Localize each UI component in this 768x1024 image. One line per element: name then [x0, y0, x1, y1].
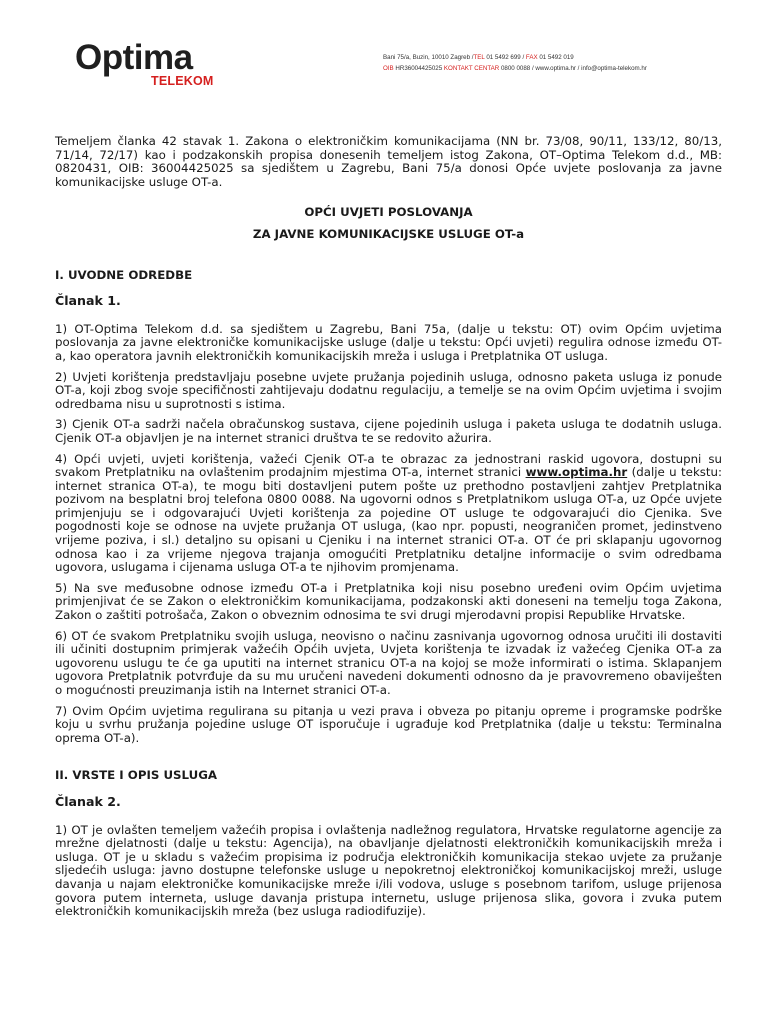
article-heading-2: Članak 2. [55, 793, 121, 809]
article2-paragraph-1: 1) OT je ovlašten temeljem važećih propisa i ovlaštenja nadležnog regulatora, Hrvatske regulatorne agencije za mrežne djelatnosti (dalje u tekstu: Agencija), na obavljanje djelatnosti elektroničkih komunikacijskih mreža i usluga. OT je u skladu s važećim propisima iz područja elektroničkih komunikacija stekao uvjete za pružanje sljedećih usluga: javno dostupne telefonske usluge u nepokretnoj elektroničkoj komunikacijskoj mreži, usluge davanja u najam elektroničke komunikacijske mreže i/ili vodova, usluge s posebnom tarifom, usluge prijenosa govora putem interneta, usluge davanja pristupa internetu, usluge prijenosa slika, govora i zvuka putem elektroničkih komunikacijskih mreža (bez usluga radiodifuzije). [55, 822, 722, 919]
logo-subtitle: TELEKOM [151, 74, 214, 88]
fax-label: FAX [525, 54, 538, 61]
contact-center-details: 0800 0088 / www.optima.hr / info@optima-telekom.hr [499, 64, 647, 72]
article1-paragraph-3: 3) Cjenik OT-a sadrži načela obračunskog sustava, cijene pojedinih usluga i paketa usluga te dodatnih usluga. Cjenik OT-a objavljen je na internet stranici društva te se redovito ažurira. [55, 417, 722, 445]
contact-center-label: KONTAKT CENTAR [443, 64, 500, 72]
contact-line-1 [383, 53, 647, 64]
section-heading-1: I. UVODNE ODREDBE [55, 267, 193, 282]
article1-paragraph-4 [55, 453, 722, 575]
article1-paragraph-5: 5) Na sve međusobne odnose između OT-a i Pretplatnika koji nisu posebno uređeni ovim Općim uvjetima primjenjivat će se Zakon o elektroničkim komunikacijama, podzakonski akti doneseni na temelju toga Zakona, Zakon o zaštiti potrošača, Zakon o obveznim odnosima te svi drugi mjerodavni propisi Republike Hrvatske. [55, 580, 722, 623]
article1-paragraph-2: 2) Uvjeti korištenja predstavljaju posebne uvjete pružanja pojedinih usluga, odnosno paketa usluga iz ponude OT-a, koji zbog svoje specifičnosti zahtijevaju dodatnu regulaciju, a temelje se na ovim Općim uvjetima i svojim odredbama nisu u suprotnosti s istima. [55, 369, 722, 411]
article1-paragraph-4-text-b: (dalje u tekstu: internet stranica OT-a), te mogu biti dostavljeni putem pošte uz prethodno postavljeni zahtjev Pretplatnika pozivom na besplatni broj telefona 0800 0088. Na ugovorni odnos s Pretplatnikom usluga OT-a, uz Opće uvjete primjenjuju se i odgovarajući Uvjeti korištenja za pojedine OT usluge te odgovarajući dio Cjenika. Sve pogodnosti koje se odnose na uvjete pružanja OT usluga, (kao npr. popusti, neograničen promet, jedinstveno vrijeme poziva, i sl.) detaljno su opisani u Cjeniku i na internet stranici OT-a. OT će pri sklapanju ugovornog odnosa kao i za vrijeme njegova trajanja omogućiti Pretplatniku detaljne informacije o svim odredbama ugovora, uslugama i cijenama usluga OT-a te njihovim promjenama. [55, 465, 722, 575]
tel-number: 01 5492 699 / [484, 54, 525, 61]
website-link[interactable]: www.optima.hr [525, 465, 628, 480]
address-text: Bani 75/a, Buzin, 10010 Zagreb / [383, 54, 474, 61]
oib-number: HR36004425025 [393, 64, 444, 72]
article1-paragraph-7: 7) Ovim Općim uvjetima regulirana su pitanja u vezi prava i obveza po pitanju opreme i programske podrške koju u svrhu pružanja pojedine usluge OT isporučuje i ugrađuje kod Pretplatnika (dalje u tekstu: Terminalna oprema OT-a). [55, 703, 722, 745]
contact-info [383, 53, 647, 74]
document-subtitle: ZA JAVNE KOMUNIKACIJSKE USLUGE OT-a [252, 226, 525, 241]
oib-label: OIB [383, 64, 394, 72]
intro-paragraph: Temeljem članka 42 stavak 1. Zakona o elektroničkim komunikacijama (NN br. 73/08, 90/11, 133/12, 80/13, 71/14, 72/17) kao i podzakonskih propisa donesenih temeljem istog Zakona, OT–Optima Telekom d.d., MB: 0820431, OIB: 36004425025 sa sjedištem u Zagrebu, Bani 75/a donosi Opće uvjete poslovanja za javne komunikacijske usluge OT-a. [55, 134, 722, 189]
article-heading-1: Članak 1. [55, 293, 121, 309]
tel-label: TEL [473, 54, 485, 61]
contact-line-2 [383, 64, 647, 75]
logo-wordmark: Optima [75, 38, 193, 77]
article1-paragraph-1: 1) OT-Optima Telekom d.d. sa sjedištem u Zagrebu, Bani 75a, (dalje u tekstu: OT) ovim Općim uvjetima poslovanja za javne elektroničke komunikacijske usluge (dalje u tekstu: Opći uvjeti) regulira odnose između OT-a, kao operatora javnih elektroničkih komunikacijskih mreža i usluga i Pretplatnika OT usluga. [55, 321, 722, 363]
article1-paragraph-6: 6) OT će svakom Pretplatniku svojih usluga, neovisno o načinu zasnivanja ugovornog odnosa uručiti ili dostaviti ili učiniti dostupnim primjerak važećih Općih uvjeta, Uvjeta korištenja te izvadak iz važećeg Cjenika OT-a za ugovorenu uslugu te će ga uputiti na internet stranicu OT-a na kojoj se može informirati o istima. Sklapanjem ugovora Pretplatnik potvrđuje da su mu uručeni navedeni dokumenti odnosno da je pravovremeno obaviješten o mogućnosti preuzimanja istih na Internet stranici OT-a. [55, 628, 722, 697]
document-title: OPĆI UVJETI POSLOVANJA [304, 205, 473, 220]
article1-paragraph-4-text-a: 4) Opći uvjeti, uvjeti korištenja, važeći Cjenik OT-a te obrazac za jednostrani raskid ugovora, dostupni su svakom Pretplatniku na ovlaštenim prodajnim mjestima OT-a, internet stranici [55, 451, 722, 480]
section-heading-2: II. VRSTE I OPIS USLUGA [55, 768, 218, 783]
fax-number: 01 5492 019 [537, 54, 574, 61]
company-logo [75, 40, 225, 90]
document-body [55, 135, 722, 926]
